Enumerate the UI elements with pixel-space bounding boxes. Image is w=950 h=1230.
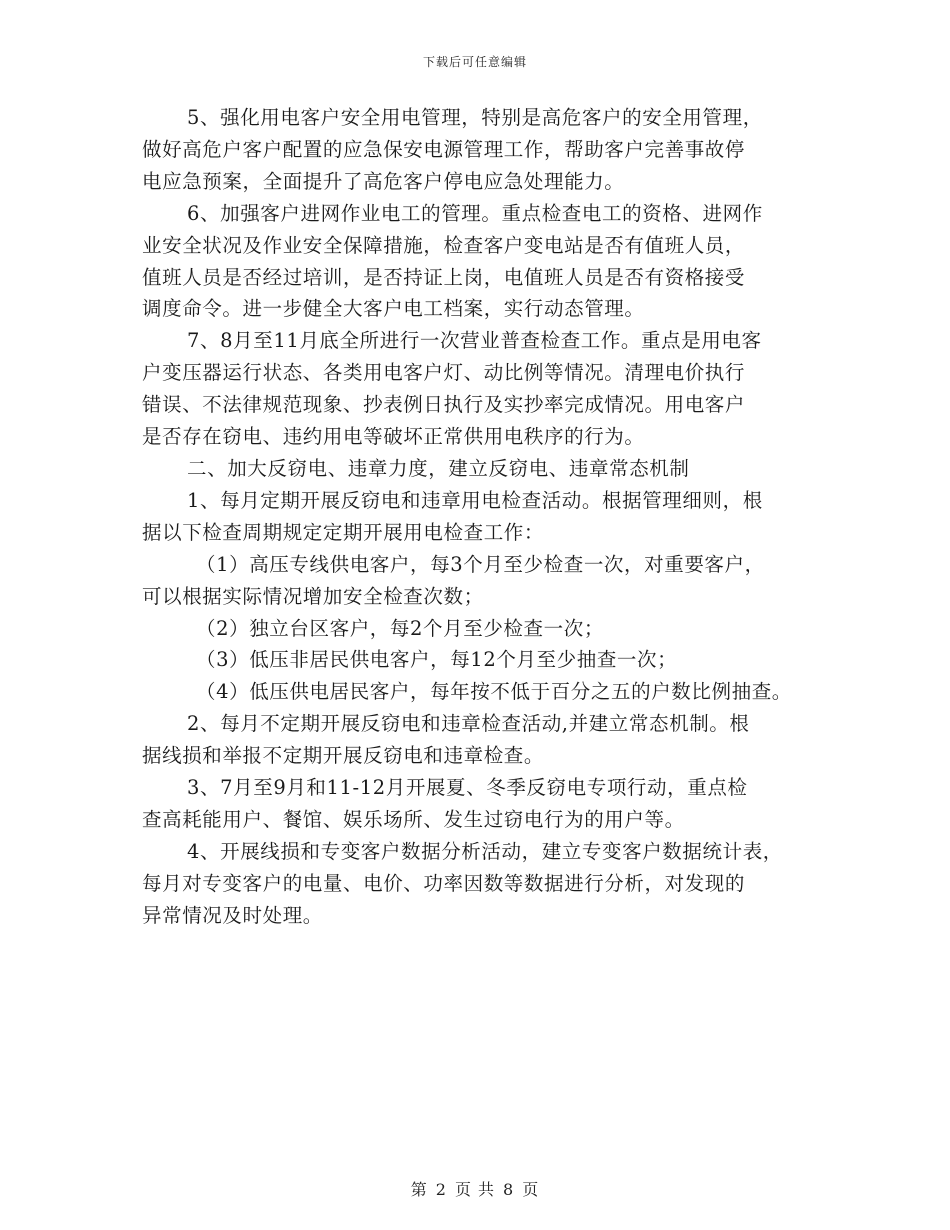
text-line: 可以根据实际情况增加安全检查次数； — [142, 584, 484, 608]
text-line: 5、强化用电客户安全用电管理，特别是高危客户的安全用管理， — [187, 106, 763, 129]
text-line: 做好高危户客户配置的应急保安电源管理工作，帮助客户完善事故停 — [142, 137, 746, 161]
text-line: 2、每月不定期开展反窃电和违章检查活动,并建立常态机制。根 — [187, 712, 750, 736]
text-line: 户变压器运行状态、各类用电客户灯、动比例等情况。清理电价执行 — [142, 361, 746, 385]
text-line: 异常情况及时处理。 — [142, 903, 323, 927]
text-line: 错误、不法律规范现象、抄表例日执行及实抄率完成情况。用电客户 — [142, 393, 746, 417]
text-line: 是否存在窃电、违约用电等破坏正常供用电秩序的行为。 — [142, 425, 645, 449]
text-line: 每月对专变客户的电量、电价、功率因数等数据进行分析，对发现的 — [142, 871, 746, 895]
text-line: 值班人员是否经过培训，是否持证上岗，电值班人员是否有资格接受 — [142, 265, 746, 289]
text-line: （4）低压供电居民客户，每年按不低于百分之五的户数比例抽查。 — [196, 680, 792, 704]
footer-current-page: 2 — [435, 1180, 447, 1199]
text-line: 3、7月至9月和11-12月开展夏、冬季反窃电专项行动，重点检 — [187, 776, 748, 800]
text-line: （2）独立台区客户，每2个月至少检查一次； — [196, 616, 604, 640]
footer-prefix: 第 — [410, 1180, 428, 1199]
text-line: 据线损和举报不定期开展反窃电和违章检查。 — [142, 744, 545, 768]
text-line: 1、每月定期开展反窃电和违章用电检查活动。根据管理细则，根 — [187, 488, 763, 512]
text-line: （3）低压非居民供电客户，每12个月至少抽查一次； — [196, 648, 678, 672]
text-line: 7、8月至11月底全所进行一次营业普查检查工作。重点是用电客 — [187, 329, 762, 353]
text-line: 调度命令。进一步健全大客户电工档案，实行动态管理。 — [142, 297, 645, 321]
footer-suffix: 页 — [522, 1180, 540, 1199]
text-line: （1）高压专线供电客户，每3个月至少检查一次，对重要客户， — [196, 552, 765, 576]
footer-middle: 页 共 — [454, 1180, 496, 1199]
page-footer — [0, 1177, 950, 1200]
text-line: 业安全状况及作业安全保障措施，检查客户变电站是否有值班人员， — [142, 233, 746, 257]
text-line: 6、加强客户进网作业电工的管理。重点检查电工的资格、进网作 — [187, 201, 763, 225]
text-line: 电应急预案，全面提升了高危客户停电应急处理能力。 — [142, 169, 625, 193]
document-body — [142, 102, 822, 932]
text-line: 二、加大反窃电、违章力度，建立反窃电、违章常态机制 — [187, 456, 690, 480]
text-line: 据以下检查周期规定定期开展用电检查工作： — [142, 520, 545, 544]
page-header: 下载后可任意编辑 — [422, 55, 527, 69]
footer-total-pages: 8 — [503, 1180, 515, 1199]
text-line: 查高耗能用户、餐馆、娱乐场所、发生过窃电行为的用户等。 — [142, 807, 685, 831]
text-line: 4、开展线损和专变客户数据分析活动，建立专变客户数据统计表， — [187, 839, 783, 863]
